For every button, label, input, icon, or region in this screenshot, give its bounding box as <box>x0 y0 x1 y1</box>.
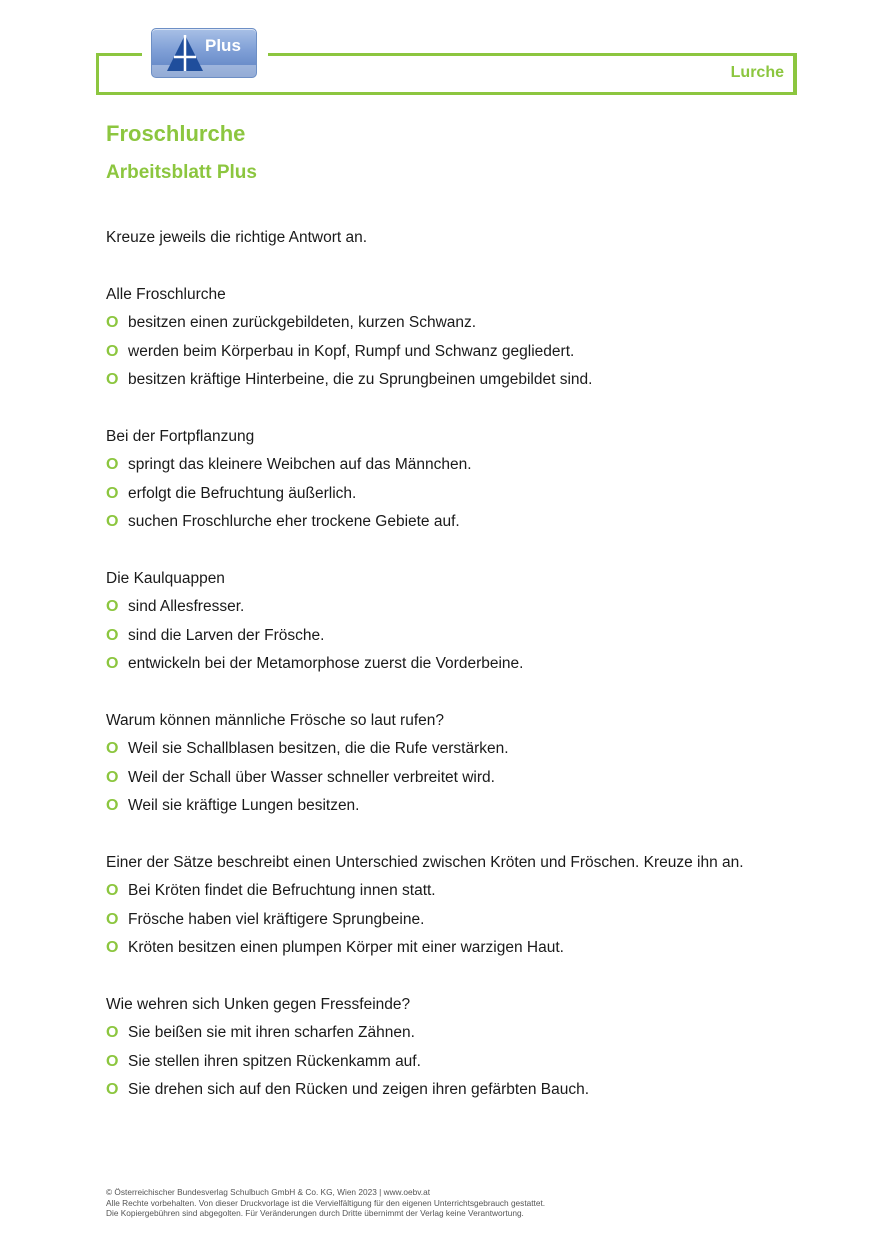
checkbox-circle-icon[interactable]: O <box>106 740 119 758</box>
question-text: Wie wehren sich Unken gegen Fressfeinde? <box>106 995 411 1013</box>
question-text: Einer der Sätze beschreibt einen Unterschied zwischen Kröten und Fröschen. Kreuze ihn an. <box>106 853 744 871</box>
footer-line: Alle Rechte vorbehalten. Von dieser Druckvorlage ist die Vervielfältigung für den eigenen Unterrichtsgebrauch gestattet. <box>106 1197 546 1208</box>
copyright-footer <box>106 1187 545 1219</box>
checkbox-circle-icon[interactable]: O <box>106 314 119 332</box>
option-label: erfolgt die Befruchtung äußerlich. <box>128 484 357 502</box>
answer-option[interactable] <box>106 792 796 820</box>
answer-option[interactable] <box>106 877 796 905</box>
option-label: sind die Larven der Frösche. <box>128 626 325 644</box>
answer-option[interactable] <box>106 1076 796 1104</box>
footer-line: © Österreichischer Bundesverlag Schulbuch GmbH & Co. KG, Wien 2023 | www.oebv.at <box>106 1187 430 1197</box>
checkbox-circle-icon[interactable]: O <box>106 342 119 360</box>
triangle-logo-icon <box>166 34 204 72</box>
question-block <box>106 565 796 679</box>
answer-option[interactable] <box>106 366 796 394</box>
answer-option[interactable] <box>106 1019 796 1047</box>
option-label: besitzen kräftige Hinterbeine, die zu Sprungbeinen umgebildet sind. <box>128 371 593 389</box>
option-label: Weil sie Schallblasen besitzen, die die Rufe verstärken. <box>128 740 509 758</box>
question-block <box>106 423 796 537</box>
answer-option[interactable] <box>106 309 796 337</box>
checkbox-circle-icon[interactable]: O <box>106 655 119 673</box>
answer-option[interactable] <box>106 934 796 962</box>
checkbox-circle-icon[interactable]: O <box>106 1052 119 1070</box>
checkbox-circle-icon[interactable]: O <box>106 371 119 389</box>
answer-option[interactable] <box>106 593 796 621</box>
question-text: Warum können männliche Frösche so laut rufen? <box>106 711 445 729</box>
checkbox-circle-icon[interactable]: O <box>106 939 119 957</box>
checkbox-circle-icon[interactable]: O <box>106 513 119 531</box>
checkbox-circle-icon[interactable]: O <box>106 456 119 474</box>
publisher-logo <box>151 28 257 78</box>
option-label: Sie beißen sie mit ihren scharfen Zähnen. <box>128 1024 415 1042</box>
question-text: Die Kaulquappen <box>106 569 225 587</box>
question-block <box>106 707 796 821</box>
checkbox-circle-icon[interactable]: O <box>106 910 119 928</box>
question-block <box>106 849 796 963</box>
checkbox-circle-icon[interactable]: O <box>106 626 119 644</box>
answer-option[interactable] <box>106 622 796 650</box>
checkbox-circle-icon[interactable]: O <box>106 882 119 900</box>
checkbox-circle-icon[interactable]: O <box>106 1024 119 1042</box>
option-label: Sie drehen sich auf den Rücken und zeigen ihren gefärbten Bauch. <box>128 1081 590 1099</box>
checkbox-circle-icon[interactable]: O <box>106 484 119 502</box>
option-label: Weil der Schall über Wasser schneller verbreitet wird. <box>128 768 495 786</box>
question-text: Alle Froschlurche <box>106 285 226 303</box>
answer-option[interactable] <box>106 906 796 934</box>
answer-option[interactable] <box>106 508 796 536</box>
option-label: Weil sie kräftige Lungen besitzen. <box>128 797 360 815</box>
question-block <box>106 991 796 1105</box>
answer-option[interactable] <box>106 735 796 763</box>
answer-option[interactable] <box>106 451 796 479</box>
option-label: entwickeln bei der Metamorphose zuerst die Vorderbeine. <box>128 655 524 673</box>
option-label: springt das kleinere Weibchen auf das Männchen. <box>128 456 472 474</box>
option-label: Frösche haben viel kräftigere Sprungbeine. <box>128 910 425 928</box>
option-label: suchen Froschlurche eher trockene Gebiete auf. <box>128 513 460 531</box>
option-label: Sie stellen ihren spitzen Rückenkamm auf. <box>128 1052 421 1070</box>
checkbox-circle-icon[interactable]: O <box>106 1081 119 1099</box>
answer-option[interactable] <box>106 650 796 678</box>
checkbox-circle-icon[interactable]: O <box>106 768 119 786</box>
answer-option[interactable] <box>106 1048 796 1076</box>
question-text: Bei der Fortpflanzung <box>106 427 255 445</box>
option-label: Kröten besitzen einen plumpen Körper mit einer warzigen Haut. <box>128 939 564 957</box>
question-block <box>106 281 796 395</box>
subject-label: Lurche <box>730 64 784 81</box>
worksheet-content <box>106 224 796 1133</box>
option-label: Bei Kröten findet die Befruchtung innen statt. <box>128 882 436 900</box>
answer-option[interactable] <box>106 338 796 366</box>
answer-option[interactable] <box>106 480 796 508</box>
footer-line: Die Kopiergebühren sind abgegolten. Für Veränderungen durch Dritte übernimmt der Verlag keine Verantwortung. <box>106 1208 524 1218</box>
option-label: werden beim Körperbau in Kopf, Rumpf und Schwanz gegliedert. <box>128 342 575 360</box>
option-label: sind Allesfresser. <box>128 598 245 616</box>
instruction-text: Kreuze jeweils die richtige Antwort an. <box>106 229 368 246</box>
checkbox-circle-icon[interactable]: O <box>106 598 119 616</box>
logo-text: Plus <box>205 36 241 55</box>
answer-option[interactable] <box>106 764 796 792</box>
option-label: besitzen einen zurückgebildeten, kurzen Schwanz. <box>128 314 477 332</box>
checkbox-circle-icon[interactable]: O <box>106 797 119 815</box>
page-subtitle: Arbeitsblatt Plus <box>106 162 257 183</box>
page-title: Froschlurche <box>106 121 246 146</box>
